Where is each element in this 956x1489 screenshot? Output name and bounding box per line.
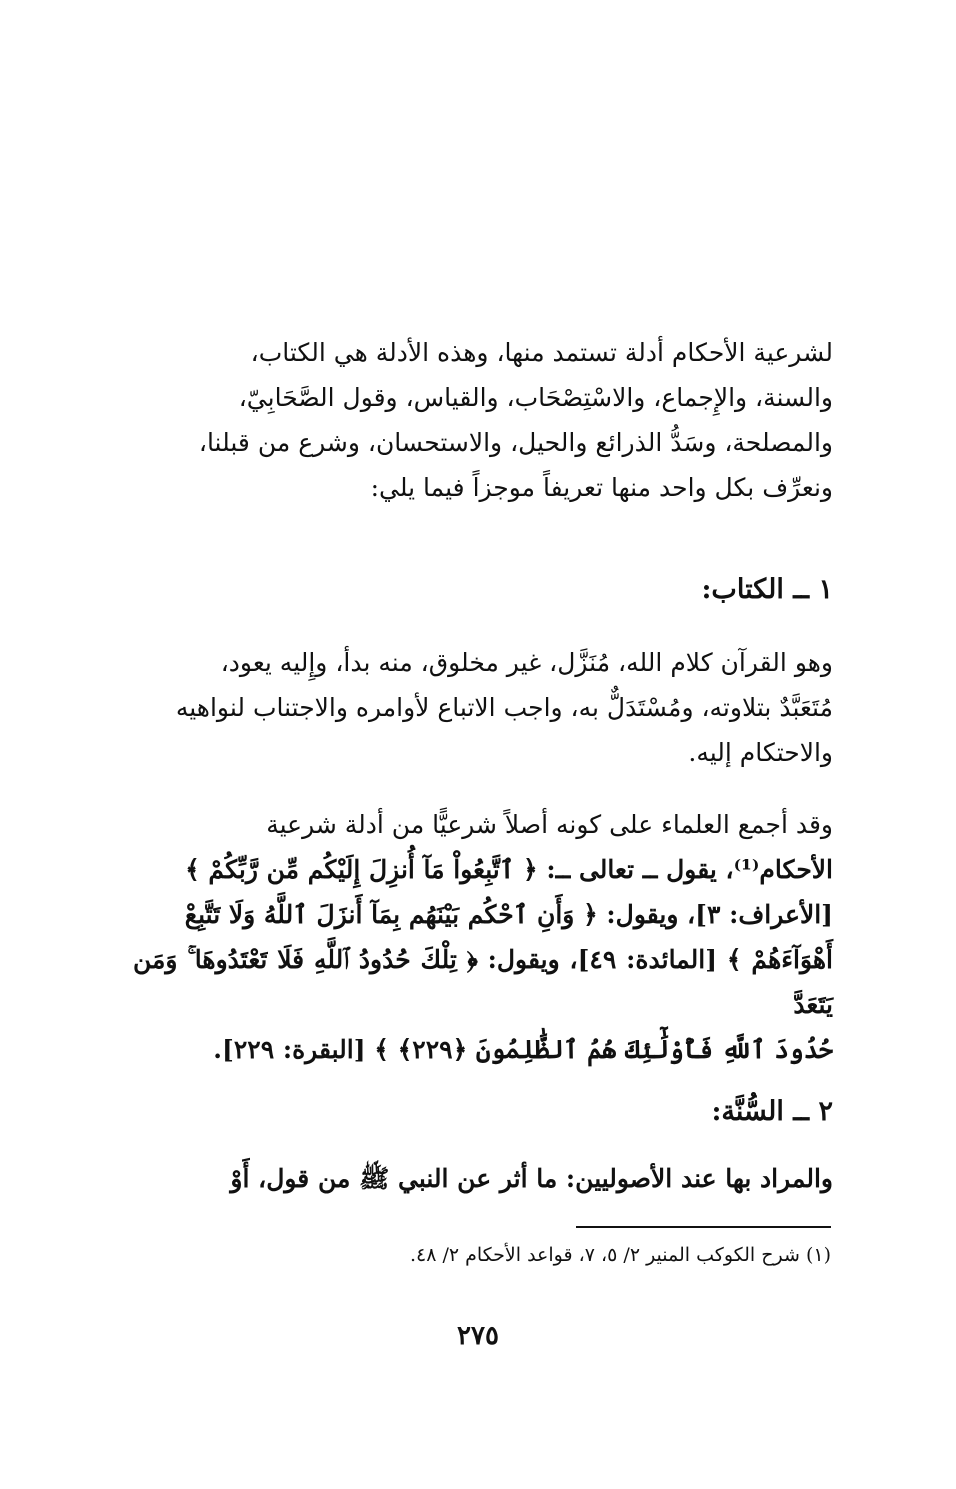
kitab-definition-paragraph — [133, 640, 833, 775]
section-heading-sunnah: ٢ ــ السُّنَّة: — [711, 1096, 833, 1127]
intro-paragraph — [133, 330, 833, 510]
page-number: ٢٧٥ — [457, 1321, 499, 1351]
quran-citation-line: حُدُودَ ٱللَّهِ فَأُوْلَٰٓئِكَ هُمُ ٱلظَّٰلِمُونَ ﴿٢٢٩﴾ ﴾ [البقرة: ٢٢٩]. — [213, 1035, 833, 1064]
footnote-divider — [576, 1226, 831, 1228]
paragraph-line: والمراد بها عند الأصوليين: ما أثر عن النبي ﷺ من قول، أَوْ — [230, 1164, 833, 1193]
intro-line: ونعرِّف بكل واحد منها تعريفاً موجزاً فيما يلي: — [370, 473, 833, 502]
paragraph-line: وهو القرآن كلام الله، مُنَزَّل، غير مخلوق، منه بدأ، وإِليه يعود، — [220, 648, 833, 677]
paragraph-line: وقد أجمع العلماء على كونه أصلاً شرعيًّا من أدلة شرعية — [266, 810, 833, 839]
footnote: (١) شرح الكوكب المنير ٢/ ٥، ٧، قواعد الأحكام ٢/ ٤٨. — [409, 1244, 831, 1266]
sunnah-definition-paragraph — [133, 1156, 833, 1201]
quran-citation-line: أَهْوَآءَهُمْ ﴾ [المائدة: ٤٩]، ويقول: ﴿ تِلْكَ حُدُودُ ٱللَّهِ فَلَا تَعْتَدُوهَا ۚ وَمَن يَتَعَدَّ — [133, 945, 833, 1019]
intro-line: والمصلحة، وسَدُّ الذرائع والحيل، والاستحسان، وشرع من قبلنا، — [198, 428, 833, 457]
quran-citation-line: [الأعراف: ٣]، ويقول: ﴿ وَأَنِ ٱحْكُم بَيْنَهُم بِمَآ أَنزَلَ ٱللَّهُ وَلَا تَتَّبِعْ — [184, 900, 833, 929]
quran-citation-line: الأحكام⁽¹⁾، يقول ــ تعالى ــ: ﴿ ٱتَّبِعُواْ مَآ أُنزِلَ إِلَيْكُم مِّن رَّبِّكُمْ ﴾ — [185, 855, 833, 884]
intro-line: والسنة، والإِجماع، والاسْتِصْحَاب، والقياس، وقول الصَّحَابِيّ، — [238, 383, 833, 412]
section-heading-kitab: ١ ــ الكتاب: — [701, 574, 833, 605]
paragraph-line: والاحتكام إليه. — [688, 738, 833, 767]
intro-line: لشرعية الأحكام أدلة تستمد منها، وهذه الأدلة هي الكتاب، — [250, 338, 833, 367]
paragraph-line: مُتَعَبَّدٌ بتلاوته، ومُسْتَدَلٌّ به، واجب الاتباع لأوامره والاجتناب لنواهيه — [175, 693, 833, 722]
kitab-evidence-paragraph — [133, 802, 833, 1072]
